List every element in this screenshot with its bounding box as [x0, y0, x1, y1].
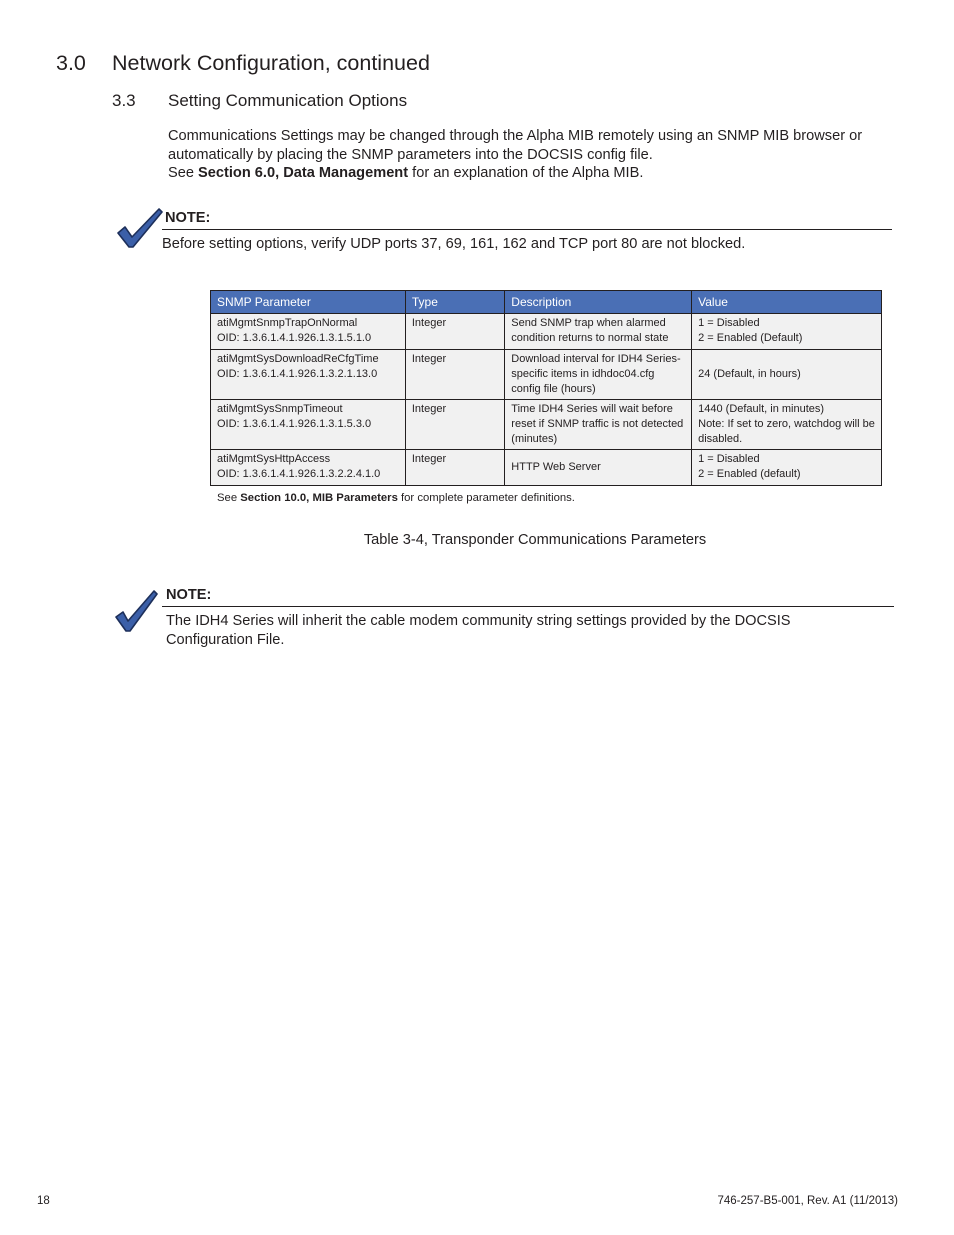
value-line: 1440 (Default, in minutes) [698, 403, 825, 415]
value-cell [692, 350, 882, 400]
value-line: 1 = Disabled [698, 317, 760, 329]
value-cell [692, 314, 882, 350]
note-2-divider [162, 606, 894, 607]
description-cell: HTTP Web Server [505, 450, 692, 486]
table-caption: Table 3-4, Transponder Communications Parameters [363, 532, 707, 548]
table-row [211, 400, 882, 450]
value-cell [692, 450, 882, 486]
value-line: 24 (Default, in hours) [698, 368, 801, 380]
subsection-heading [112, 91, 407, 111]
description-cell: Download interval for IDH4 Series-specific items in idhdoc04.cfg config file (hours) [505, 350, 692, 400]
checkmark-icon [116, 207, 164, 249]
type-cell: Integer [405, 350, 504, 400]
parameter-cell [211, 400, 406, 450]
intro-paragraph [168, 127, 898, 183]
snmp-parameters-table [210, 290, 882, 486]
note-1-text: Before setting options, verify UDP ports 37, 69, 161, 162 and TCP port 80 are not blocked. [162, 236, 746, 252]
parameter-oid: OID: 1.3.6.1.4.1.926.1.3.2.1.13.0 [217, 368, 378, 380]
note-2-text: The IDH4 Series will inherit the cable modem community string settings provided by the DOCSIS Configuration File. [166, 613, 791, 648]
table-row [211, 314, 882, 350]
description-cell: Time IDH4 Series will wait before reset if SNMP traffic is not detected (minutes) [505, 400, 692, 450]
description-cell: Send SNMP trap when alarmed condition returns to normal state [505, 314, 692, 350]
table-footnote [217, 492, 575, 504]
type-cell: Integer [405, 400, 504, 450]
parameter-oid: OID: 1.3.6.1.4.1.926.1.3.2.2.4.1.0 [217, 468, 381, 480]
parameter-name: atiMgmtSysSnmpTimeout [217, 403, 343, 415]
value-line: 1 = Disabled [698, 453, 760, 465]
intro-text: Communications Settings may be changed through the Alpha MIB remotely using an SNMP MIB browser or automatically by placing the SNMP parameters into the DOCSIS config file. [168, 128, 863, 163]
value-line: 2 = Enabled (default) [698, 468, 801, 480]
see-reference: Section 6.0, Data Management [198, 165, 409, 181]
parameter-oid: OID: 1.3.6.1.4.1.926.1.3.1.5.3.0 [217, 418, 372, 430]
note-1-label: NOTE: [165, 210, 211, 226]
parameter-name: atiMgmtSysHttpAccess [217, 453, 331, 465]
subsection-title: Setting Communication Options [168, 91, 408, 110]
table-row [211, 450, 882, 486]
note-2-label: NOTE: [166, 587, 212, 603]
header-type: Type [405, 291, 504, 314]
value-line: 2 = Enabled (Default) [698, 332, 803, 344]
footnote-prefix: See [217, 492, 241, 504]
footnote-suffix: for complete parameter definitions. [397, 492, 575, 504]
intro-see-line [168, 164, 898, 183]
section-number: 3.0 [56, 51, 86, 75]
parameter-oid: OID: 1.3.6.1.4.1.926.1.3.1.5.1.0 [217, 332, 372, 344]
table-row [211, 350, 882, 400]
header-description: Description [505, 291, 692, 314]
note-1-divider [162, 229, 892, 230]
parameter-cell [211, 350, 406, 400]
section-title: Network Configuration, continued [112, 51, 430, 75]
parameter-cell [211, 314, 406, 350]
type-cell: Integer [405, 314, 504, 350]
footnote-reference: Section 10.0, MIB Parameters [240, 492, 398, 504]
parameter-name: atiMgmtSysDownloadReCfgTime [217, 353, 379, 365]
document-reference: 746-257-B5-001, Rev. A1 (11/2013) [717, 1195, 898, 1207]
header-value: Value [692, 291, 882, 314]
parameter-cell [211, 450, 406, 486]
type-cell: Integer [405, 450, 504, 486]
value-line: Note: If set to zero, watchdog will be disabled. [698, 418, 875, 445]
header-snmp-parameter: SNMP Parameter [211, 291, 406, 314]
value-cell [692, 400, 882, 450]
page-number: 18 [37, 1195, 50, 1207]
see-prefix: See [168, 165, 199, 181]
parameter-name: atiMgmtSnmpTrapOnNormal [217, 317, 358, 329]
see-suffix: for an explanation of the Alpha MIB. [408, 165, 644, 181]
section-heading [56, 51, 430, 76]
checkmark-icon [113, 589, 159, 633]
subsection-number: 3.3 [112, 91, 136, 110]
table-header-row [211, 291, 882, 314]
